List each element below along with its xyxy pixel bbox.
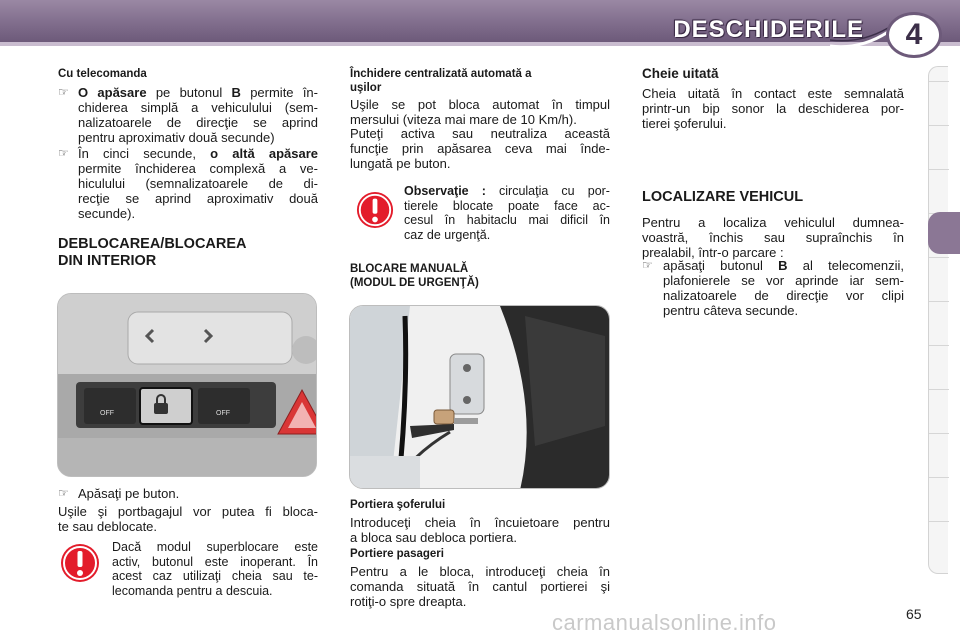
dashboard-illustration <box>58 294 317 477</box>
bullet-pointer-icon: ☞ <box>58 85 69 99</box>
page-number: 65 <box>906 606 922 622</box>
passenger-door-text: Pentru a le bloca, introduceţi cheia în comanda situată în cantul portierei şi rotiţi-o spre dreapta. <box>350 564 610 609</box>
doors-lock-text: Uşile şi portbagajul vor putea fi bloca- te sau deblocate. <box>58 504 318 534</box>
press-button-text: Apăsaţi pe buton. <box>78 486 180 501</box>
section-remote-heading: Cu telecomanda <box>58 68 147 80</box>
remote-bullet-2: În cinci secunde, o altă apăsare permite închiderea complexă a ve- hiculului (semnalizatoarele de di- recţie se aprind aproximativ două secunde). <box>78 146 319 221</box>
bullet-pointer-icon: ☞ <box>58 146 69 160</box>
forgotten-key-heading: Cheie uitată <box>642 66 719 81</box>
side-tab-active-chapter[interactable] <box>928 212 960 254</box>
remote-bullet-1: O apăsare pe butonul B permite în- chiderea simplă a vehiculului (sem- nalizatoarele de direcţie se aprind pentru aproximativ două secunde) <box>78 85 318 145</box>
locate-vehicle-heading: LOCALIZARE VEHICUL <box>642 189 804 205</box>
bullet-pointer-icon: ☞ <box>642 258 653 272</box>
driver-door-text: Introduceţi cheia în încuietoare pentru a bloca sau debloca portiera. <box>350 515 610 545</box>
door-lock-illustration <box>350 306 610 489</box>
watermark-text: carmanualsonline.info <box>552 610 777 635</box>
forgotten-key-text: Cheia uitată în contact este semnalată printr-un bip sonor la deschiderea por- tierei şoferului. <box>642 86 904 131</box>
dashboard-buttons-photo <box>57 293 317 477</box>
title-swoosh-decoration <box>830 26 890 50</box>
auto-lock-para-2: Puteţi activa sau neutraliza această funcţie prin apăsarea ceva mai înde- lungată pe buton. <box>350 126 610 171</box>
driver-door-heading: Portiera şoferului <box>350 499 446 511</box>
button-off-label-right: OFF <box>216 410 230 417</box>
passenger-door-heading: Portiere pasageri <box>350 548 444 560</box>
bullet-pointer-icon: ☞ <box>58 486 69 500</box>
auto-lock-heading: Închidere centralizată automată a uşilor <box>350 68 532 94</box>
warning-icon <box>60 543 100 583</box>
manual-lock-heading: BLOCARE MANUALĂ (MODUL DE URGENŢĂ) <box>350 263 479 289</box>
locate-vehicle-text: Pentru a localiza vehiculul dumnea- voastră, închis sau supraînchis în prealabil, într-o parcare : <box>642 215 904 260</box>
door-lock-photo <box>349 305 610 489</box>
chapter-number: 4 <box>905 18 923 51</box>
side-tab-strip <box>928 66 948 574</box>
chapter-title: DESCHIDERILE <box>673 16 864 43</box>
superlock-warning-text: Dacă modul superblocare este activ, butonul este inoperant. În acest caz utilizaţi cheia sau te- lecomanda pentru a descuia. <box>112 540 318 598</box>
observation-note: Observaţie : circulaţia cu por- tierele blocate poate face ac- cesul în habitaclu mai dificil în caz de urgenţă. <box>404 184 610 242</box>
interior-lock-heading: DEBLOCAREA/BLOCAREA DIN INTERIOR <box>58 236 247 269</box>
locate-vehicle-bullet: apăsaţi butonul B al telecomenzii, plafonierele se vor aprinde iar sem- nalizatoarele de direcţie vor clipi pentru câteva secunde. <box>663 258 904 318</box>
warning-icon <box>356 191 394 229</box>
auto-lock-para-1: Uşile se pot bloca automat în timpul mersului (viteza mai mare de 10 Km/h). <box>350 97 610 127</box>
button-off-label-left: OFF <box>100 410 114 417</box>
chapter-badge <box>886 12 942 58</box>
